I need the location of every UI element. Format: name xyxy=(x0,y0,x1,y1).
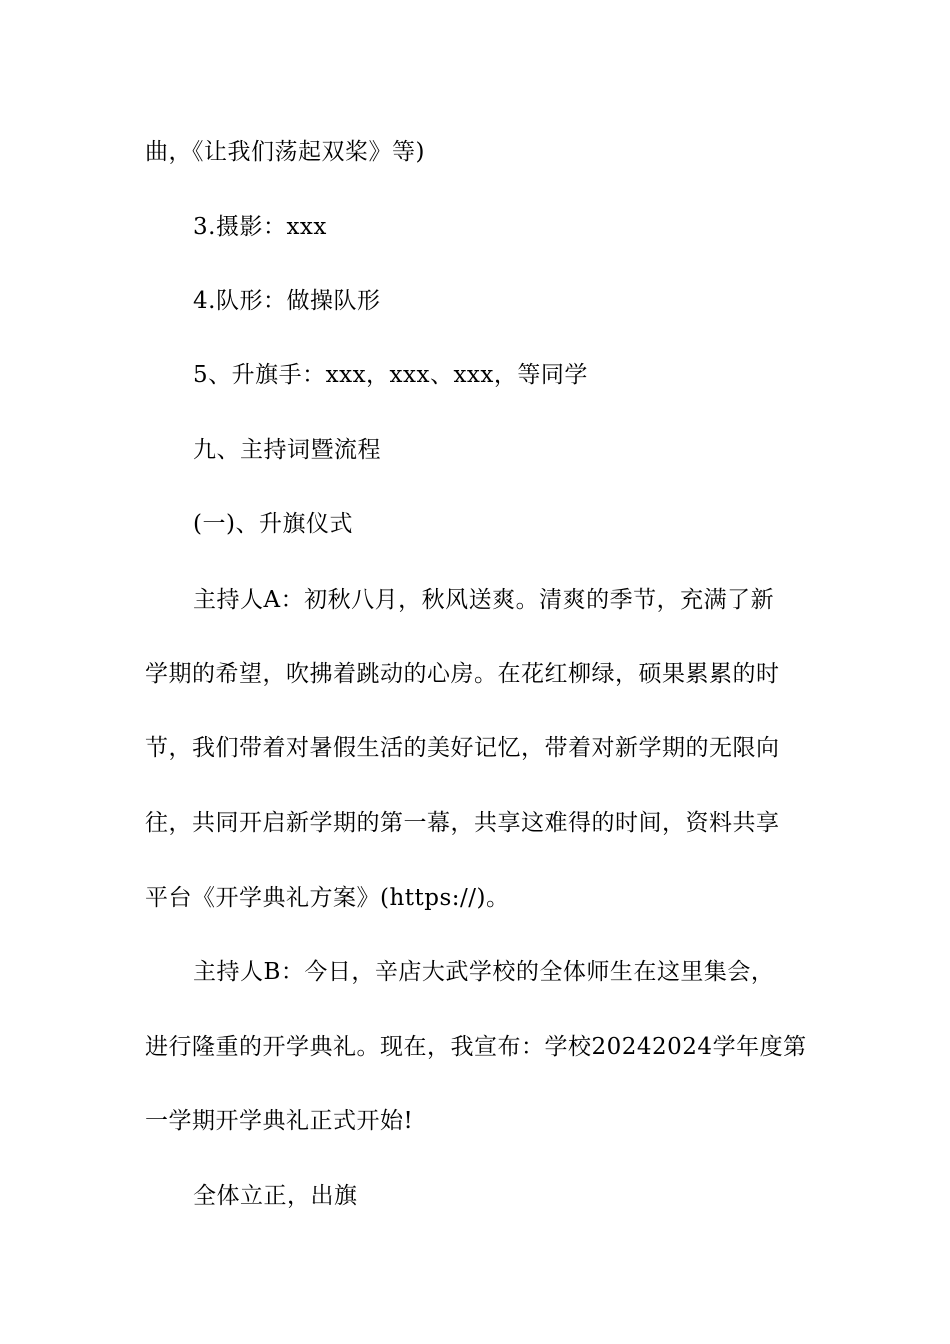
paragraph-line: 往，共同开启新学期的第一幕，共享这难得的时间，资料共享 xyxy=(145,810,780,836)
paragraph-line: 主持人A：初秋八月，秋风送爽。清爽的季节，充满了新 xyxy=(193,587,775,613)
paragraph-line: 主持人B：今日，辛店大武学校的全体师生在这里集会， xyxy=(193,959,775,985)
paragraph-line: 全体立正，出旗 xyxy=(193,1183,358,1209)
paragraph-line: 3.摄影：xxx xyxy=(193,214,327,240)
subsection-heading: (一)、升旗仪式 xyxy=(193,511,353,537)
paragraph-line: 平台《开学典礼方案》(https://)。 xyxy=(145,885,510,911)
paragraph-line: 5、升旗手：xxx，xxx、xxx，等同学 xyxy=(193,362,588,388)
paragraph-line: 一学期开学典礼正式开始! xyxy=(145,1108,414,1134)
section-heading: 九、主持词暨流程 xyxy=(193,437,381,463)
paragraph-line: 进行隆重的开学典礼。现在，我宣布：学校20242024学年度第 xyxy=(145,1034,807,1060)
paragraph-line: 4.队形：做操队形 xyxy=(193,288,381,314)
paragraph-line: 学期的希望，吹拂着跳动的心房。在花红柳绿，硕果累累的时 xyxy=(145,661,780,687)
paragraph-line: 节，我们带着对暑假生活的美好记忆，带着对新学期的无限向 xyxy=(145,735,780,761)
paragraph-line: 曲，《让我们荡起双桨》等) xyxy=(145,139,425,165)
